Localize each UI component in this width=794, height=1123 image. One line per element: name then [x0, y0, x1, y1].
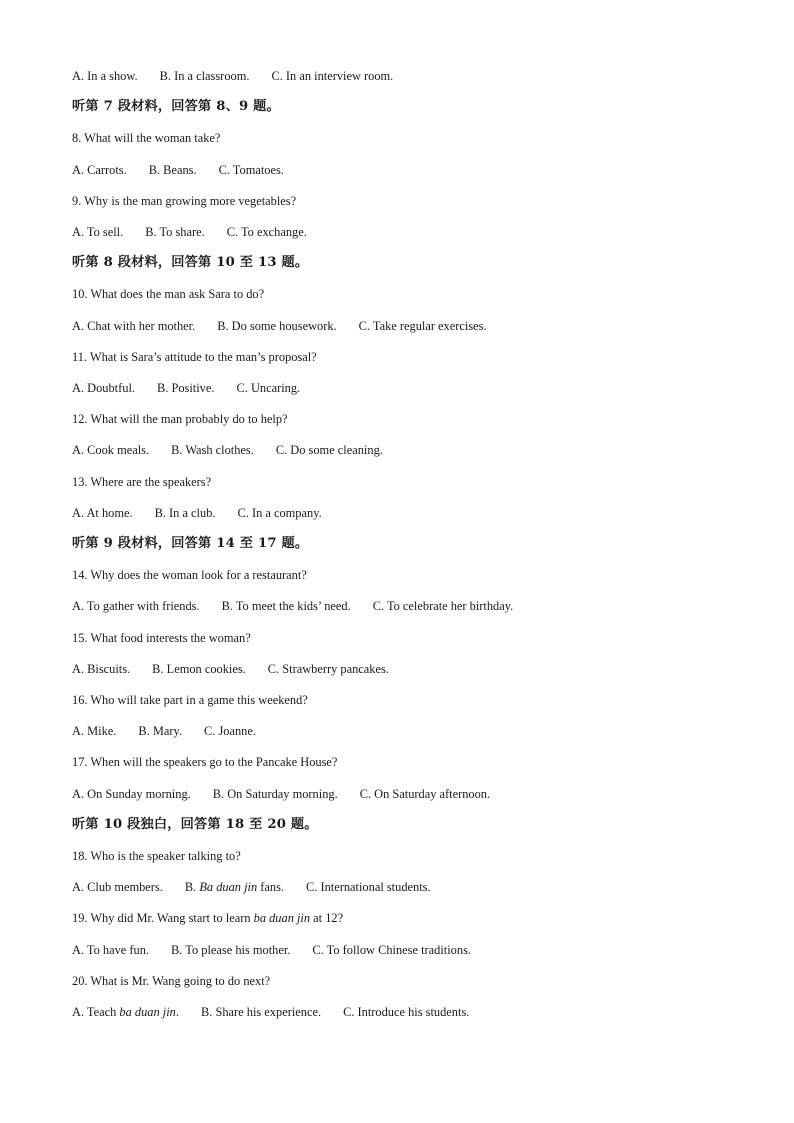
- answer-option: [72, 1004, 179, 1020]
- answer-option-part: C. In an interview room.: [271, 69, 394, 83]
- answer-option: [268, 661, 389, 677]
- question-text: [72, 286, 264, 302]
- answer-option: [360, 786, 490, 802]
- answer-option: [306, 879, 431, 895]
- question-text-part: 11. What is Sara’s attitude to the man’s proposal?: [72, 349, 317, 364]
- answer-option-part: C. In a company.: [237, 505, 322, 520]
- answer-options: [72, 505, 344, 521]
- question-text: [72, 411, 288, 427]
- answer-option: [227, 224, 307, 240]
- question-text-part: 16. Who will take part in a game this weekend?: [72, 693, 308, 707]
- answer-option: [72, 786, 191, 802]
- question-text: [72, 130, 220, 146]
- question-text: [72, 474, 211, 490]
- question-text: [72, 848, 241, 864]
- answer-option-part: A. Carrots.: [72, 162, 127, 177]
- answer-option: [217, 318, 336, 334]
- answer-option: [171, 942, 290, 958]
- answer-option: [152, 661, 246, 677]
- answer-option-part: A. On Sunday morning.: [72, 786, 191, 801]
- question-text-part: 18. Who is the speaker talking to?: [72, 849, 241, 863]
- answer-option: [72, 224, 123, 240]
- answer-option: [222, 598, 351, 614]
- question-text-part: 17. When will the speakers go to the Pancake House?: [72, 755, 338, 770]
- question-text: [72, 630, 251, 646]
- answer-option-part: C. Do some cleaning.: [275, 443, 383, 458]
- answer-option-part: A. Biscuits.: [72, 661, 131, 676]
- answer-option-part: B.: [184, 880, 200, 895]
- answer-option: [157, 380, 215, 396]
- question-text: [72, 193, 296, 209]
- answer-option-part: B. Do some housework.: [217, 318, 337, 333]
- question-text: [72, 754, 337, 770]
- answer-option-part: A. Cook meals.: [72, 443, 150, 458]
- answer-option: [72, 68, 138, 84]
- answer-option: [373, 598, 514, 614]
- question-text-part: 12. What will the man probably do to help?: [72, 412, 288, 427]
- answer-options: [72, 68, 415, 84]
- answer-option-part: A. To sell.: [72, 225, 124, 239]
- answer-option: [271, 68, 393, 84]
- answer-option: [72, 942, 149, 958]
- answer-option-part: C. International students.: [306, 880, 431, 895]
- question-text-part: 15. What food interests the woman?: [72, 630, 251, 645]
- answer-option-part: A. At home.: [72, 505, 133, 520]
- answer-option-part: B. Positive.: [156, 381, 215, 395]
- answer-options: [72, 942, 493, 958]
- question-text: [72, 910, 343, 926]
- question-text: [72, 973, 270, 989]
- answer-option: [343, 1004, 469, 1020]
- answer-option: [72, 318, 195, 334]
- question-text-part: ba duan jin: [253, 911, 311, 926]
- answer-option: [72, 879, 163, 895]
- question-text-part: at 12?: [310, 911, 344, 926]
- answer-option: [72, 723, 116, 739]
- answer-option-part: B. Wash clothes.: [171, 443, 254, 458]
- answer-option-part: B. Mary.: [138, 724, 182, 739]
- answer-options: [72, 661, 411, 677]
- answer-option-part: C. Uncaring.: [236, 381, 301, 395]
- answer-option-part: .: [175, 1005, 179, 1019]
- answer-option: [155, 505, 216, 521]
- answer-option-part: ba duan jin: [119, 1005, 176, 1019]
- question-text-part: 9. Why is the man growing more vegetables?: [72, 193, 297, 208]
- section-heading: 听第 10 段独白，回答第 18 至 20 题。: [72, 816, 318, 832]
- answer-option-part: Ba duan jin: [199, 880, 258, 895]
- question-text-part: 10. What does the man ask Sara to do?: [72, 287, 265, 302]
- answer-option: [236, 380, 300, 396]
- answer-option-part: B. Lemon cookies.: [152, 661, 246, 676]
- answer-options: [72, 162, 306, 178]
- answer-option-part: C. Strawberry pancakes.: [267, 661, 389, 676]
- answer-option-part: A. Mike.: [72, 724, 117, 739]
- answer-option-part: A. Chat with her mother.: [72, 318, 196, 333]
- answer-options: [72, 879, 453, 895]
- answer-option-part: A. In a show.: [72, 69, 138, 83]
- answer-option-part: A. Club members.: [72, 880, 163, 895]
- answer-option-part: C. To follow Chinese traditions.: [312, 942, 471, 957]
- answer-option-part: B. On Saturday morning.: [212, 786, 338, 801]
- answer-options: [72, 442, 405, 458]
- answer-options: [72, 1004, 491, 1020]
- answer-option: [359, 318, 487, 334]
- answer-options: [72, 786, 512, 802]
- question-text-part: 13. Where are the speakers?: [72, 474, 212, 489]
- answer-option: [219, 162, 284, 178]
- answer-option-part: C. Tomatoes.: [218, 162, 284, 177]
- answer-option-part: C. Introduce his students.: [343, 1005, 470, 1019]
- question-text-part: 19. Why did Mr. Wang start to learn: [72, 911, 254, 926]
- answer-option-part: fans.: [257, 880, 284, 895]
- answer-option: [145, 224, 204, 240]
- answer-option: [72, 598, 200, 614]
- answer-option-part: C. On Saturday afternoon.: [359, 786, 491, 801]
- answer-option: [171, 442, 254, 458]
- answer-option-part: C. Take regular exercises.: [358, 318, 487, 333]
- answer-option: [72, 661, 130, 677]
- question-text: [72, 567, 307, 583]
- answer-option-part: C. To celebrate her birthday.: [372, 599, 514, 614]
- answer-option: [185, 879, 284, 895]
- question-text-part: 20. What is Mr. Wang going to do next?: [72, 973, 271, 988]
- section-heading: 听第 9 段材料，回答第 14 至 17 题。: [72, 536, 309, 551]
- answer-option-part: B. In a classroom.: [159, 69, 250, 83]
- answer-option-part: C. Joanne.: [204, 724, 256, 739]
- answer-options: [72, 598, 535, 614]
- answer-option-part: A. To have fun.: [72, 942, 150, 957]
- question-text-part: 14. Why does the woman look for a restaurant?: [72, 568, 307, 583]
- answer-option-part: A. Teach: [72, 1005, 120, 1019]
- answer-options: [72, 318, 509, 334]
- section-heading: 听第 8 段材料，回答第 10 至 13 题。: [72, 255, 309, 271]
- answer-option: [72, 505, 133, 521]
- answer-option: [72, 442, 149, 458]
- question-text-part: 8. What will the woman take?: [72, 131, 221, 146]
- answer-option: [204, 723, 256, 739]
- answer-options: [72, 380, 322, 396]
- answer-option: [72, 162, 127, 178]
- answer-option: [276, 442, 383, 458]
- answer-option-part: B. In a club.: [154, 505, 216, 520]
- answer-option: [201, 1004, 321, 1020]
- answer-options: [72, 723, 278, 739]
- answer-option-part: A. To gather with friends.: [72, 599, 200, 614]
- answer-option-part: B. Beans.: [148, 162, 197, 177]
- answer-option-part: C. To exchange.: [226, 225, 307, 239]
- answer-option-part: B. To meet the kids’ need.: [221, 599, 351, 614]
- answer-option-part: A. Doubtful.: [72, 381, 135, 395]
- question-text: [72, 692, 308, 708]
- section-heading: 听第 7 段材料，回答第 8、9 题。: [72, 99, 280, 115]
- answer-option-part: B. To please his mother.: [171, 942, 291, 957]
- answer-option: [160, 68, 250, 84]
- answer-option: [72, 380, 135, 396]
- answer-option: [138, 723, 182, 739]
- answer-option-part: B. To share.: [145, 225, 205, 239]
- answer-options: [72, 224, 329, 240]
- answer-option-part: B. Share his experience.: [200, 1005, 322, 1019]
- question-text: [72, 349, 317, 365]
- answer-option: [213, 786, 338, 802]
- answer-option: [238, 505, 322, 521]
- answer-option: [312, 942, 471, 958]
- answer-option: [149, 162, 197, 178]
